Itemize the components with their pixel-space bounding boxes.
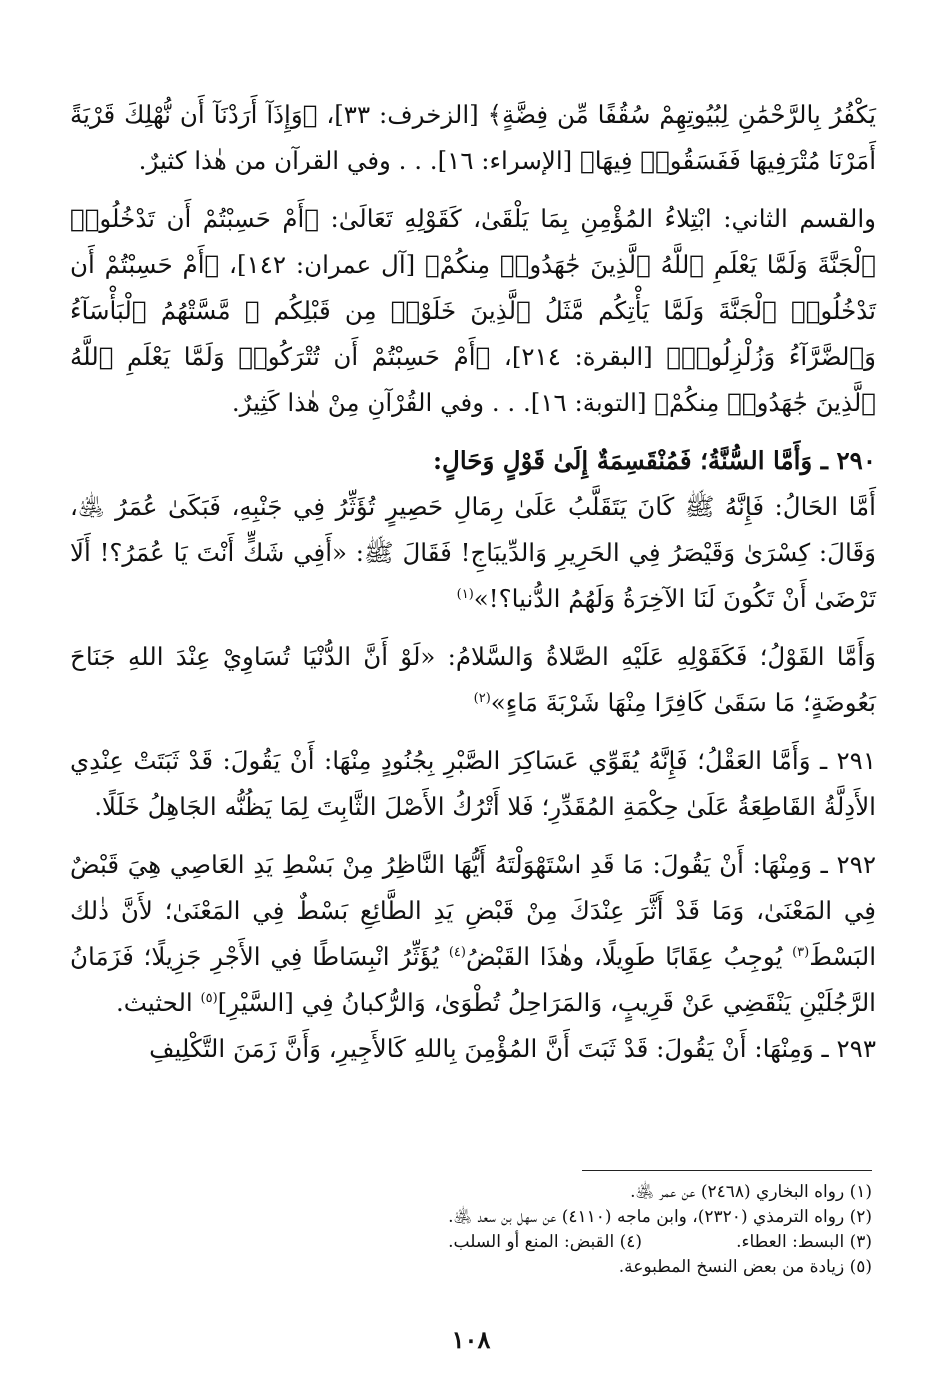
paragraph-qawl: [70, 634, 876, 726]
footnote-ref-1: (١): [456, 586, 474, 602]
section-292-text-b: يُوجِبُ عِقَابًا طَوِيلًا، وهٰذَا القَبْضُ: [465, 942, 793, 971]
page-body: [70, 92, 876, 1072]
footnote-1: (١) رواه البخاري (٢٤٦٨) عن عمر ﵁.: [630, 1182, 872, 1202]
footnote-4: (٤) القبض: المنع أو السلب.: [448, 1232, 642, 1252]
footnote-ref-4: (٤): [448, 944, 466, 960]
footnote-row-3-4: [66, 1230, 872, 1255]
section-292: [70, 842, 876, 1026]
footnote-ref-5: (٥): [200, 990, 218, 1006]
section-290-heading: ٢٩٠ ـ وَأَمَّا السُّنَّةُ؛ فَمُنْقَسِمَةٌ إِلَىٰ قَوْلٍ وَحَالٍ:: [432, 446, 876, 475]
paragraph-2: والقسم الثاني: ابْتِلاءُ المُؤْمِنِ بِمَا يَلْقَىٰ، كَقَوْلِهِ تَعَالَىٰ: ﴿أَمْ حَسِبْتُمْ أَن تَدْخُلُوا۟ ٱلْجَنَّةَ وَلَمَّا يَعْلَمِ ٱللَّهُ ٱلَّذِينَ جَٰهَدُوا۟ مِنكُمْ﴾ [آل عمران: ١٤٢]، ﴿أَمْ حَسِبْتُمْ أَن تَدْخُلُوا۟ ٱلْجَنَّةَ وَلَمَّا يَأْتِكُم مَّثَلُ ٱلَّذِينَ خَلَوْا۟ مِن قَبْلِكُم ۖ مَّسَّتْهُمُ ٱلْبَأْسَآءُ وَٱلضَّرَّآءُ وَزُلْزِلُوا۟﴾ [البقرة: ٢١٤]، ﴿أَمْ حَسِبْتُمْ أَن تُتْرَكُوا۟ وَلَمَّا يَعْلَمِ ٱللَّهُ ٱلَّذِينَ جَٰهَدُوا۟ مِنكُمْ﴾ [التوبة: ١٦]. . . وفي القُرْآنِ مِنْ هٰذا كَثِيرٌ.: [70, 204, 876, 417]
section-292-text-d: الحثيث.: [116, 988, 201, 1017]
footnote-ref-3: (٣): [792, 944, 810, 960]
section-291: ٢٩١ ـ وَأَمَّا العَقْلُ؛ فَإِنَّهُ يُقَوِّي عَسَاكِرَ الصَّبْرِ بِجُنُودٍ مِنْهَا: أَنْ يَقُولَ: قَدْ ثَبَتَتْ عِنْدِي الأَدِلَّةُ القَاطِعَةُ عَلَىٰ حِكْمَةِ المُقَدِّرِ؛ فَلا أَتْرُكُ الأَصْلَ الثَّابِتَ لِمَا يَظُنُّه الجَاهِلُ خَلَلًا.: [70, 746, 876, 821]
paragraph-1: يَكْفُرُ بِالرَّحْمَٰنِ لِبُيُوتِهِمْ سُقُفًا مِّن فِضَّةٍ﴾ [الزخرف: ٣٣]، ﴿وَإِذَآ أَرَدْنَآ أَن نُّهْلِكَ قَرْيَةً أَمَرْنَا مُتْرَفِيهَا فَفَسَقُوا۟ فِيهَا﴾ [الإسراء: ١٦]. . . وفي القرآن من هٰذا كثيرٌ.: [70, 100, 876, 175]
paragraph-qawl-text: وَأَمَّا القَوْلُ؛ فَكَقَوْلِهِ عَلَيْهِ الصَّلاةُ وَالسَّلامُ: «لَوْ أَنَّ الدُّنْيَا تُسَاوِيْ عِنْدَ اللهِ جَنَاحَ بَعُوضَةٍ؛ مَا سَقَىٰ كَافِرًا مِنْهَا شَرْبَةَ مَاءٍ»: [70, 642, 876, 717]
page-number: ١٠٨: [451, 1325, 491, 1354]
section-293: ٢٩٣ ـ وَمِنْهَا: أَنْ يَقُولَ: قَدْ ثَبَتَ أَنَّ المُؤْمِنَ بِاللهِ كَالأَجِيرِ، وَأَنَّ زَمَنَ التَّكْلِيفِ: [149, 1034, 876, 1063]
footnotes: [66, 1180, 872, 1280]
paragraph-hal-text: أَمَّا الحَالُ: فَإِنَّهُ ﷺ كَانَ يَتَقَلَّبُ عَلَىٰ رِمَالِ حَصِيرٍ تُؤَثِّرُ فِي جَنْبِهِ، فَبَكَىٰ عُمَرُ ﵁، وَقَالَ: كِسْرَىٰ وَقَيْصَرُ فِي الحَرِيرِ وَالدِّيبَاجِ! فَقَالَ ﷺ: «أَفِي شَكٍّ أَنْتَ يَا عُمَرُ؟! أَلَا تَرْضَىٰ أَنْ تَكُونَ لَنَا الآخِرَةُ وَلَهُمُ الدُّنيا؟!»: [70, 492, 876, 613]
paragraph-hal: [70, 484, 876, 622]
footnote-divider: [582, 1170, 872, 1171]
footnote-2: (٢) رواه الترمذي (٢٣٢٠)، وابن ماجه (٤١١٠) عن سهل بن سعد ﵁.: [448, 1207, 872, 1227]
section-292-text-c: يُؤَثِّرُ انْبِسَاطًا فِي الأَجْرِ جَزِيلًا؛ فَزَمَانُ الرَّجُلَيْنِ يَنْقَضِي عَنْ قَرِيبٍ، وَالمَرَاحِلُ تُطْوَىٰ، وَالرُّكبانُ فِي [السَّيْرِ]: [70, 942, 876, 1017]
section-292-text-a: ٢٩٢ ـ وَمِنْهَا: أَنْ يَقُولَ: مَا قَدِ اسْتَهْوَلْتَهُ أَيُّهَا النَّاظِرُ مِنْ بَسْطِ يَدِ العَاصِي هِيَ قَبْضٌ فِي المَعْنَىٰ، وَمَا قَدْ أَثَّرَ عِنْدَكَ مِنْ قَبْضِ يَدِ الطَّائِعِ بَسْطٌ فِي المَعْنَىٰ؛ لأَنَّ ذٰلك البَسْطَ: [70, 850, 876, 971]
footnote-5: (٥) زيادة من بعض النسخ المطبوعة.: [618, 1257, 872, 1277]
footnote-3: (٣) البسط: العطاء.: [736, 1232, 872, 1252]
footnote-ref-2: (٢): [473, 690, 491, 706]
